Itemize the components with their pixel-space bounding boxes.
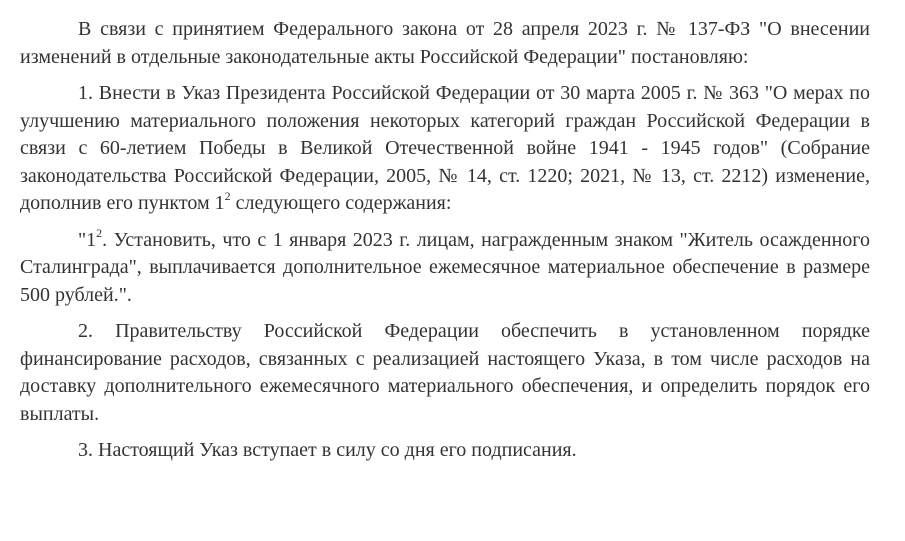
item-1-paragraph (20, 80, 870, 218)
item-1-superscript: 2 (224, 189, 231, 203)
quoted-text: . Установить, что с 1 января 2023 г. лицам, награжденным знаком "Житель осажденного Сталинграда", выплачивается дополнительное ежемесячное материальное обеспечение в размере 500 рублей.". (20, 228, 870, 306)
item-3-paragraph: 3. Настоящий Указ вступает в силу со дня его подписания. (78, 439, 577, 461)
item-2-paragraph: 2. Правительству Российской Федерации обеспечить в установленном порядке финансирование расходов, связанных с реализацией настоящего Указа, в том числе расходов на доставку дополнительного ежемесячного материального обеспечения, и определить порядок его выплаты. (20, 320, 870, 425)
quoted-text-start: "1 (78, 228, 97, 251)
quoted-superscript: 2 (96, 225, 103, 240)
item-1-text: 1. Внести в Указ Президента Российской Федерации от 30 марта 2005 г. № 363 "О мерах по улучшению материального положения некоторых категорий граждан Российской Федерации в связи с 60-летием Победы в Великой Отечественной войне 1941 - 1945 годов" (Собрание законодательства Российской Федерации, 2005, № 14, ст. 1220; 2021, № 13, ст. 2212) изменение, дополнив его пунктом 1 (20, 82, 870, 214)
item-1-text-end: следующего содержания: (230, 192, 452, 214)
item-1-2-quoted-paragraph (20, 227, 870, 310)
preamble-paragraph: В связи с принятием Федерального закона от 28 апреля 2023 г. № 137-ФЗ "О внесении изменений в отдельные законодательные акты Российской Федерации" постановляю: (20, 18, 870, 68)
decree-document (20, 16, 870, 465)
